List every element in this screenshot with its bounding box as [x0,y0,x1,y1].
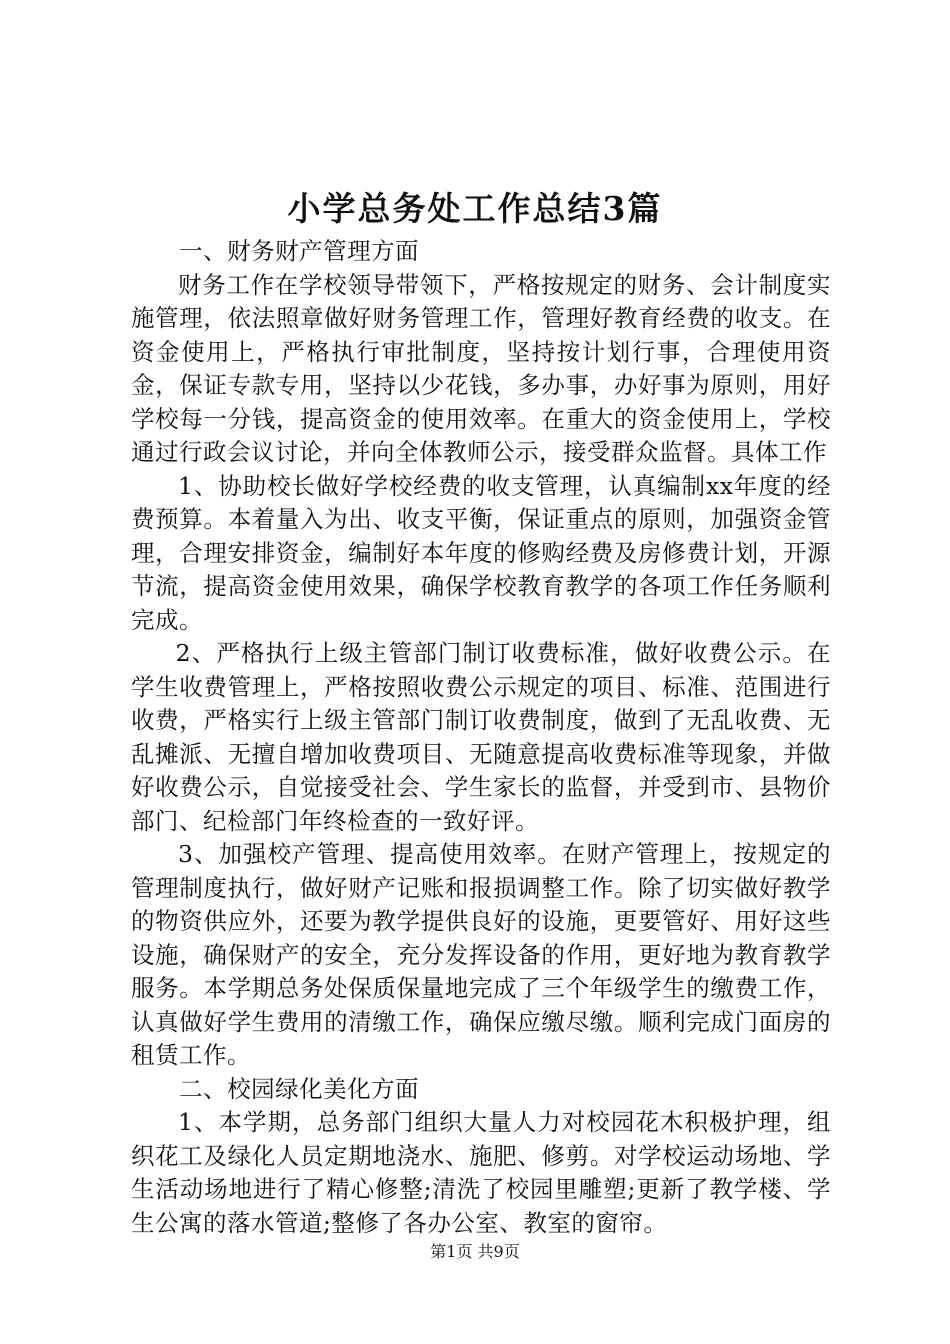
paragraph-finance-intro: 财务工作在学校领导带领下，严格按规定的财务、会计制度实施管理，依法照章做好财务管理工作，管理好教育经费的收支。在资金使用上，严格执行审批制度，坚持按计划行事，合理使用资金，保证专款专用，坚持以少花钱，多办事，办好事为原则，用好学校每一分钱，提高资金的使用效率。在重大的资金使用上，学校通过行政会议讨论，并向全体教师公示，接受群众监督。具体工作 [131,270,831,466]
section-heading-greening: 二、校园绿化美化方面 [179,1074,420,1103]
paragraph-item-2: 2、严格执行上级主管部门制订收费标准，做好收费公示。在学生收费管理上，严格按照收费公示规定的项目、标准、范围进行收费，严格实行上级主管部门制订收费制度，做到了无乱收费、无乱摊派、无擅自增加收费项目、无随意提高收费标准等现象，并做好收费公示，自觉接受社会、学生家长的监督，并受到市、县物价部门、纪检部门年终检查的一致好评。 [131,639,831,835]
paragraph-item-3: 3、加强校产管理、提高使用效率。在财产管理上，按规定的管理制度执行，做好财产记账和报损调整工作。除了切实做好教学的物资供应外，还要为教学提供良好的设施，更要管好、用好这些设施，确保财产的安全，充分发挥设备的作用，更好地为教育教学服务。本学期总务处保质保量地完成了三个年级学生的缴费工作，认真做好学生费用的清缴工作，确保应缴尽缴。顺利完成门面房的租赁工作。 [131,840,831,1069]
page-footer: 第1页 共9页 [430,1242,520,1261]
paragraph-item-1: 1、协助校长做好学校经费的收支管理，认真编制xx年度的经费预算。本着量入为出、收支平衡，保证重点的原则，加强资金管理，合理安排资金，编制好本年度的修购经费及房修费计划，开源节流，提高资金使用效果，确保学校教育教学的各项工作任务顺利完成。 [131,471,831,634]
paragraph-greening-item-1: 1、本学期，总务部门组织大量人力对校园花木积极护理，组织花工及绿化人员定期地浇水、施肥、修剪。对学校运动场地、学生活动场地进行了精心修整;清洗了校园里雕塑;更新了教学楼、学生公寓的落水管道;整修了各办公室、教室的窗帘。 [131,1108,831,1237]
document-title: 小学总务处工作总结3篇 [287,189,663,228]
section-heading-finance: 一、财务财产管理方面 [179,237,420,265]
document-body [131,235,831,1240]
